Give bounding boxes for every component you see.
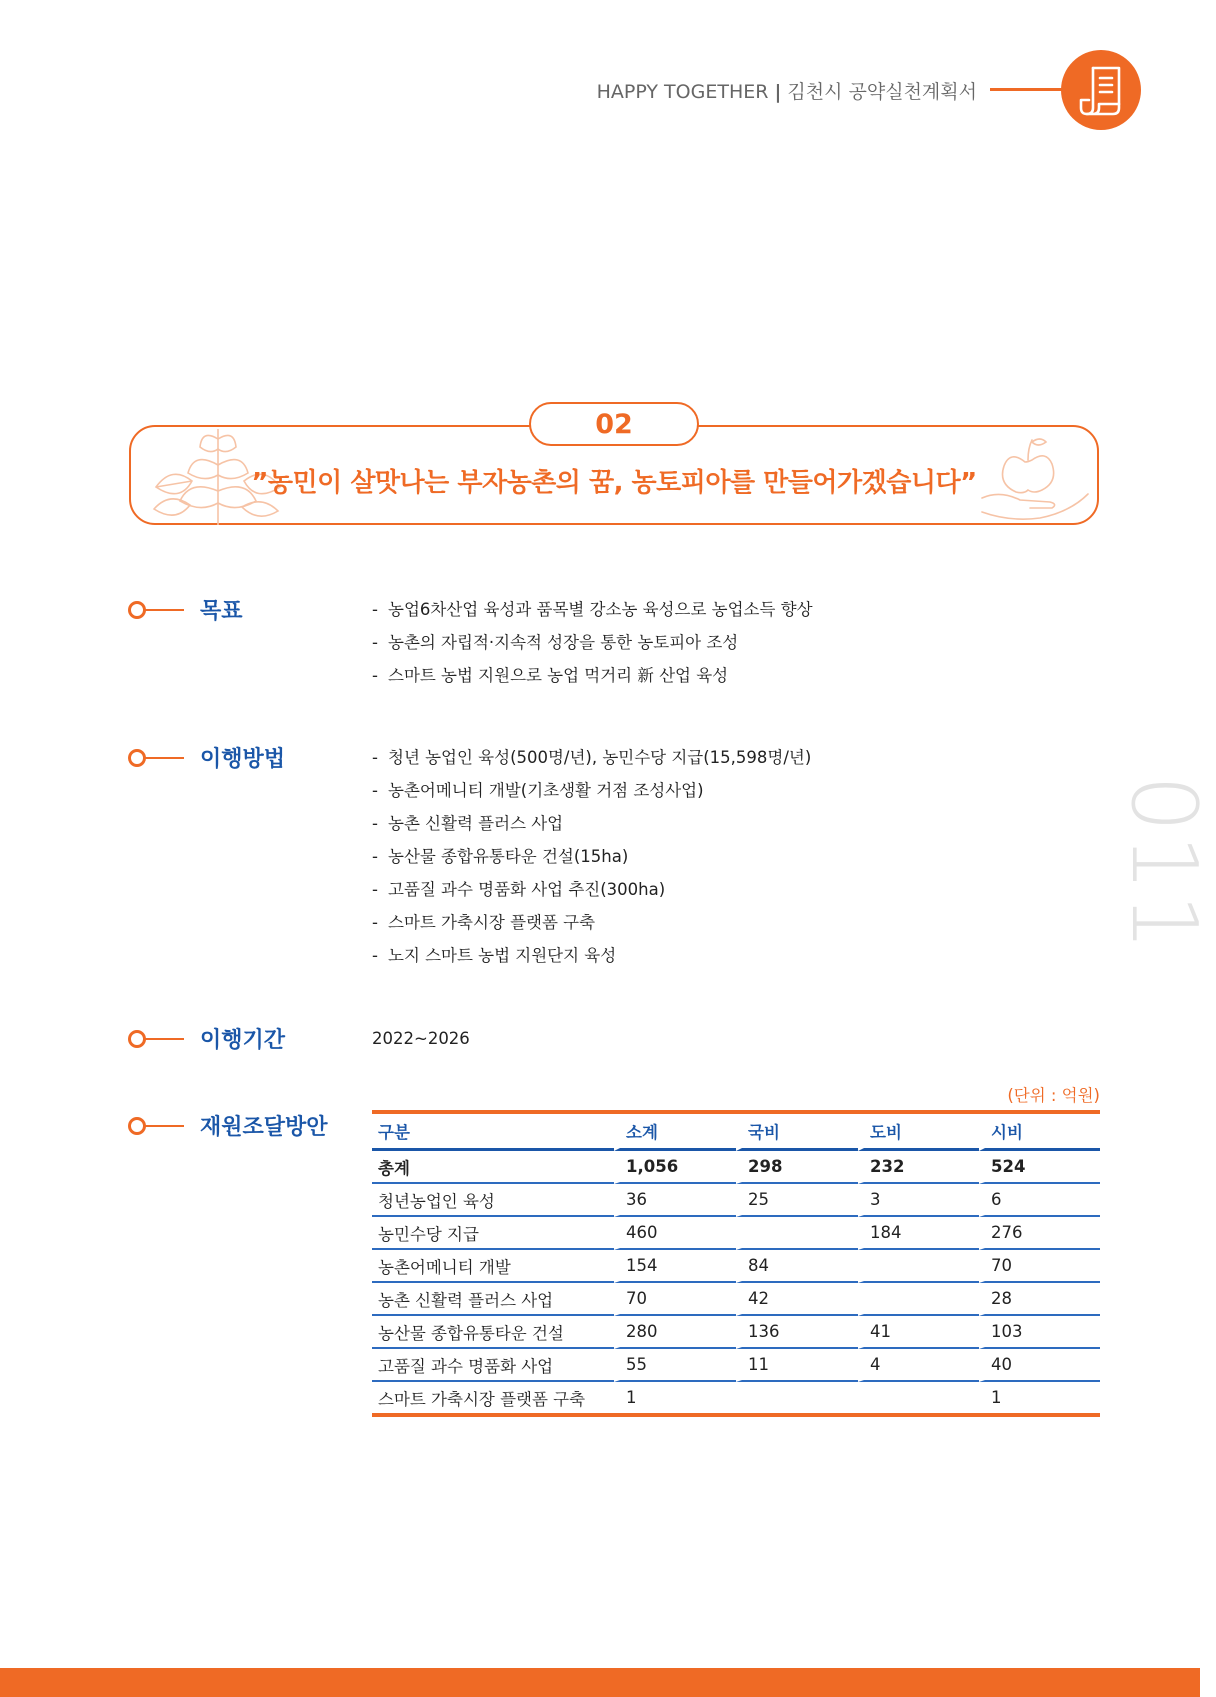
- section-marker: [128, 1030, 188, 1048]
- table-cell: [858, 1250, 979, 1283]
- table-row: [372, 1184, 1100, 1217]
- table-cell: 280: [614, 1316, 736, 1349]
- table-cell: [736, 1382, 858, 1413]
- unit-label: (단위 : 억원): [1007, 1086, 1100, 1105]
- funding-table: [372, 1110, 1100, 1417]
- table-cell: 42: [736, 1283, 858, 1316]
- table-cell: 농민수당 지급: [372, 1217, 614, 1250]
- header-separator: |: [774, 81, 782, 103]
- document-title: 김천시 공약실천계획서: [787, 81, 977, 103]
- table-cell: 스마트 가축시장 플랫폼 구축: [378, 1389, 586, 1409]
- table-cell: 총계: [372, 1151, 614, 1184]
- table-cell: 70: [614, 1283, 736, 1316]
- table-cell: 1,056: [614, 1151, 736, 1184]
- table-cell: 184: [858, 1217, 979, 1250]
- table-cell: 298: [736, 1151, 858, 1184]
- table-cell: [858, 1382, 979, 1413]
- table-cell: 28: [979, 1283, 1100, 1316]
- method-list: [372, 741, 811, 972]
- table-header-row: [372, 1114, 1100, 1151]
- table-cell: 4: [858, 1349, 979, 1382]
- table-cell: 84: [736, 1250, 858, 1283]
- list-item: - 노지 스마트 농법 지원단지 육성: [372, 946, 617, 965]
- table-cell: 41: [858, 1316, 979, 1349]
- section-title-funding: 재원조달방안: [200, 1115, 328, 1140]
- table-cell: 136: [736, 1316, 858, 1349]
- table-cell: 25: [736, 1184, 858, 1217]
- table-row: [372, 1283, 1100, 1316]
- list-item: - 스마트 가축시장 플랫폼 구축: [372, 913, 596, 932]
- table-cell: 276: [979, 1217, 1100, 1250]
- column-header: 시비: [979, 1114, 1100, 1151]
- table-cell: 농산물 종합유통타운 건설: [372, 1316, 614, 1349]
- table-row: [372, 1217, 1100, 1250]
- document-scroll-icon: [1079, 64, 1125, 116]
- table-cell: 154: [614, 1250, 736, 1283]
- header-rule: [990, 88, 1062, 91]
- table-cell: 6: [979, 1184, 1100, 1217]
- side-page-number-text: 011: [1111, 775, 1216, 953]
- running-header: [597, 77, 977, 104]
- section-marker: [128, 1117, 188, 1135]
- table-cell: 청년농업인 육성: [372, 1184, 614, 1217]
- table-row: [372, 1382, 1100, 1413]
- section-marker: [128, 601, 188, 619]
- list-item: - 스마트 농법 지원으로 농업 먹거리 新 산업 육성: [372, 666, 729, 685]
- table-cell: 3: [858, 1184, 979, 1217]
- table-row-total: [372, 1151, 1100, 1184]
- table-cell: 40: [979, 1349, 1100, 1382]
- table-cell: 1: [614, 1382, 736, 1413]
- table-bottom-rule: [372, 1413, 1100, 1417]
- goal-list: [372, 593, 813, 692]
- list-item: - 농촌어메니티 개발(기초생활 거점 조성사업): [372, 781, 704, 800]
- table-cell: 농촌 신활력 플러스 사업: [372, 1283, 614, 1316]
- list-item: - 농업6차산업 육성과 품목별 강소농 육성으로 농업소득 향상: [372, 600, 813, 619]
- table-cell: 55: [614, 1349, 736, 1382]
- table-cell: 11: [736, 1349, 858, 1382]
- table-cell: [736, 1217, 858, 1250]
- table-cell: 농촌어메니티 개발: [372, 1250, 614, 1283]
- list-item: - 고품질 과수 명품화 사업 추진(300ha): [372, 880, 666, 899]
- table-cell: 70: [979, 1250, 1100, 1283]
- table-cell: 1: [979, 1382, 1100, 1413]
- pledge-number: 02: [529, 402, 699, 446]
- table-row: [372, 1349, 1100, 1382]
- brand-label: HAPPY TOGETHER: [596, 81, 769, 103]
- table-cell: 524: [979, 1151, 1100, 1184]
- column-header: 국비: [736, 1114, 858, 1151]
- column-header: 소계: [614, 1114, 736, 1151]
- period-value: 2022~2026: [372, 1029, 470, 1048]
- list-item: - 청년 농업인 육성(500명/년), 농민수당 지급(15,598명/년): [372, 748, 812, 767]
- list-item: - 농촌의 자립적·지속적 성장을 통한 농토피아 조성: [372, 633, 739, 652]
- column-header: 구분: [372, 1114, 614, 1151]
- header-badge: [1061, 50, 1141, 130]
- column-header: 도비: [858, 1114, 979, 1151]
- section-title-period: 이행기간: [200, 1028, 286, 1053]
- table-row: [372, 1316, 1100, 1349]
- table-cell: 36: [614, 1184, 736, 1217]
- section-title-goal: 목표: [200, 599, 243, 624]
- list-item: - 농산물 종합유통타운 건설(15ha): [372, 847, 629, 866]
- table-cell: 103: [979, 1316, 1100, 1349]
- section-title-method: 이행방법: [200, 747, 286, 772]
- list-item: - 농촌 신활력 플러스 사업: [372, 814, 564, 833]
- section-marker: [128, 749, 188, 767]
- pledge-title: ”농민이 살맛나는 부자농촌의 꿈, 농토피아를 만들어가겠습니다”: [251, 468, 977, 498]
- table-cell: 232: [858, 1151, 979, 1184]
- side-page-number: [1111, 775, 1216, 953]
- table-cell: 460: [614, 1217, 736, 1250]
- table-cell: 고품질 과수 명품화 사업: [372, 1349, 614, 1382]
- table-row: [372, 1250, 1100, 1283]
- table-cell: [858, 1283, 979, 1316]
- footer-bar: [0, 1668, 1200, 1697]
